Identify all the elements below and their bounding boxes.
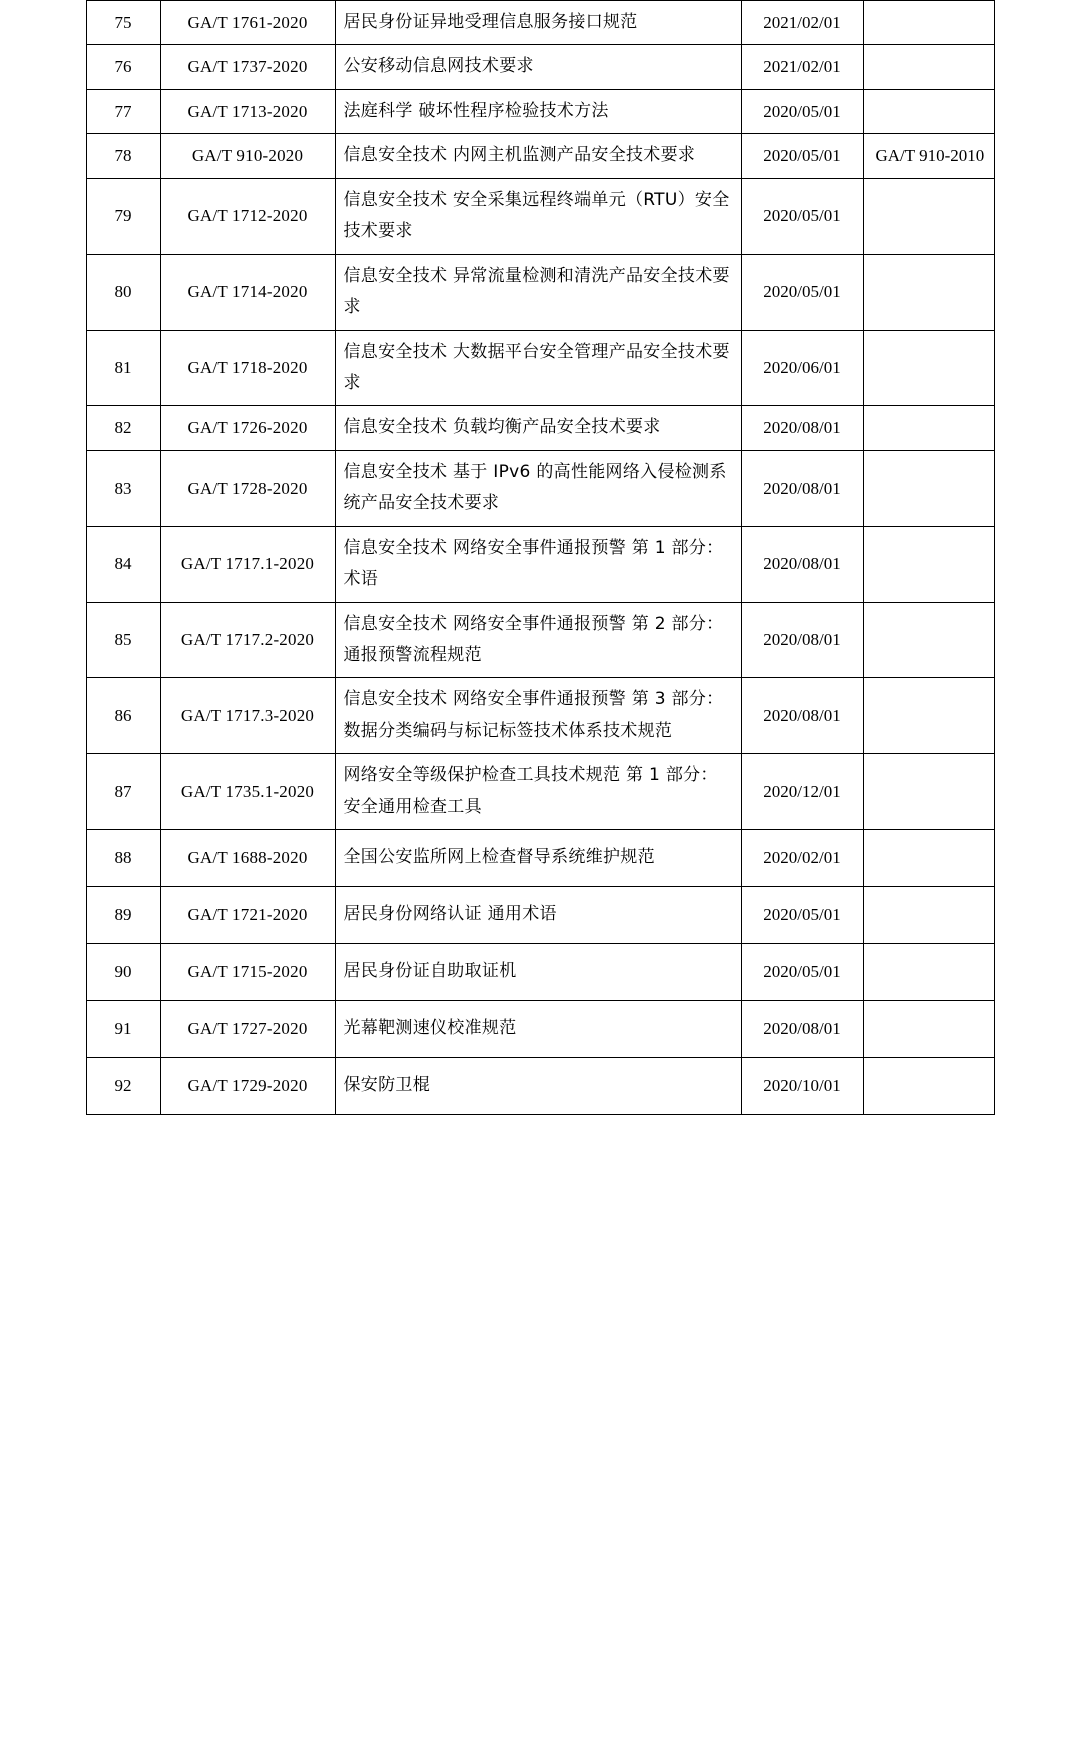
table-row	[86, 754, 994, 830]
cell-standard-code: GA/T 1727-2020	[160, 1001, 335, 1058]
cell-replaced-standard	[863, 1, 994, 45]
cell-effective-date: 2020/05/01	[741, 89, 863, 133]
cell-serial-number: 78	[86, 134, 160, 178]
cell-effective-date: 2020/08/01	[741, 406, 863, 450]
cell-serial-number: 89	[86, 887, 160, 944]
cell-serial-number: 79	[86, 178, 160, 254]
cell-replaced-standard	[863, 178, 994, 254]
cell-standard-name: 居民身份证异地受理信息服务接口规范	[335, 1, 741, 45]
table-row	[86, 1001, 994, 1058]
cell-replaced-standard	[863, 526, 994, 602]
cell-standard-name: 信息安全技术 基于 IPv6 的高性能网络入侵检测系统产品安全技术要求	[335, 450, 741, 526]
table-row	[86, 178, 994, 254]
cell-effective-date: 2020/05/01	[741, 178, 863, 254]
table-row	[86, 134, 994, 178]
cell-effective-date: 2020/08/01	[741, 678, 863, 754]
cell-effective-date: 2020/10/01	[741, 1058, 863, 1115]
cell-replaced-standard	[863, 678, 994, 754]
standards-table	[86, 0, 995, 1115]
cell-serial-number: 76	[86, 45, 160, 89]
cell-effective-date: 2020/12/01	[741, 754, 863, 830]
cell-standard-name: 全国公安监所网上检查督导系统维护规范	[335, 830, 741, 887]
cell-effective-date: 2020/08/01	[741, 1001, 863, 1058]
cell-replaced-standard	[863, 1001, 994, 1058]
cell-standard-name: 信息安全技术 网络安全事件通报预警 第 2 部分：通报预警流程规范	[335, 602, 741, 678]
cell-serial-number: 77	[86, 89, 160, 133]
cell-standard-name: 网络安全等级保护检查工具技术规范 第 1 部分：安全通用检查工具	[335, 754, 741, 830]
table-row	[86, 887, 994, 944]
table-row	[86, 45, 994, 89]
cell-replaced-standard	[863, 830, 994, 887]
cell-standard-code: GA/T 1718-2020	[160, 330, 335, 406]
replaced-standard-text: GA/T 910-2010	[875, 146, 985, 166]
cell-serial-number: 83	[86, 450, 160, 526]
cell-replaced-standard	[863, 330, 994, 406]
cell-replaced-standard	[863, 254, 994, 330]
table-row	[86, 1058, 994, 1115]
cell-replaced-standard	[863, 89, 994, 133]
cell-serial-number: 75	[86, 1, 160, 45]
cell-standard-name: 信息安全技术 大数据平台安全管理产品安全技术要求	[335, 330, 741, 406]
cell-standard-name: 保安防卫棍	[335, 1058, 741, 1115]
cell-standard-name: 信息安全技术 负载均衡产品安全技术要求	[335, 406, 741, 450]
cell-effective-date: 2020/05/01	[741, 887, 863, 944]
cell-standard-code: GA/T 1717.1-2020	[160, 526, 335, 602]
cell-standard-name: 信息安全技术 网络安全事件通报预警 第 3 部分：数据分类编码与标记标签技术体系技术规范	[335, 678, 741, 754]
cell-serial-number: 80	[86, 254, 160, 330]
cell-standard-code: GA/T 1735.1-2020	[160, 754, 335, 830]
cell-standard-name: 信息安全技术 安全采集远程终端单元（RTU）安全技术要求	[335, 178, 741, 254]
cell-serial-number: 88	[86, 830, 160, 887]
cell-standard-code: GA/T 1728-2020	[160, 450, 335, 526]
table-row	[86, 254, 994, 330]
table-row	[86, 944, 994, 1001]
cell-serial-number: 81	[86, 330, 160, 406]
cell-effective-date: 2020/05/01	[741, 254, 863, 330]
table-row	[86, 89, 994, 133]
cell-standard-code: GA/T 1715-2020	[160, 944, 335, 1001]
cell-serial-number: 85	[86, 602, 160, 678]
cell-replaced-standard	[863, 406, 994, 450]
cell-serial-number: 86	[86, 678, 160, 754]
cell-standard-name: 信息安全技术 异常流量检测和清洗产品安全技术要求	[335, 254, 741, 330]
cell-replaced-standard	[863, 450, 994, 526]
cell-effective-date: 2020/06/01	[741, 330, 863, 406]
cell-serial-number: 84	[86, 526, 160, 602]
cell-standard-name: 信息安全技术 内网主机监测产品安全技术要求	[335, 134, 741, 178]
cell-standard-code: GA/T 1737-2020	[160, 45, 335, 89]
table-row	[86, 830, 994, 887]
cell-serial-number: 91	[86, 1001, 160, 1058]
cell-standard-name: 居民身份证自助取证机	[335, 944, 741, 1001]
cell-effective-date: 2020/05/01	[741, 944, 863, 1001]
table-row	[86, 678, 994, 754]
cell-serial-number: 90	[86, 944, 160, 1001]
table-row	[86, 450, 994, 526]
table-row	[86, 602, 994, 678]
cell-standard-name: 公安移动信息网技术要求	[335, 45, 741, 89]
cell-replaced-standard	[863, 1058, 994, 1115]
table-row	[86, 330, 994, 406]
cell-standard-code: GA/T 1714-2020	[160, 254, 335, 330]
cell-effective-date: 2020/08/01	[741, 450, 863, 526]
cell-standard-code: GA/T 1717.2-2020	[160, 602, 335, 678]
cell-effective-date: 2020/02/01	[741, 830, 863, 887]
cell-serial-number: 92	[86, 1058, 160, 1115]
cell-standard-code: GA/T 1729-2020	[160, 1058, 335, 1115]
cell-replaced-standard	[863, 45, 994, 89]
cell-effective-date: 2020/05/01	[741, 134, 863, 178]
cell-standard-code: GA/T 1717.3-2020	[160, 678, 335, 754]
cell-serial-number: 87	[86, 754, 160, 830]
cell-standard-code: GA/T 1712-2020	[160, 178, 335, 254]
cell-replaced-standard	[863, 887, 994, 944]
cell-standard-name: 光幕靶测速仪校准规范	[335, 1001, 741, 1058]
cell-standard-code: GA/T 910-2020	[160, 134, 335, 178]
standards-table-body	[86, 1, 994, 1115]
cell-replaced-standard	[863, 602, 994, 678]
cell-replaced-standard	[863, 944, 994, 1001]
table-row	[86, 526, 994, 602]
cell-replaced-standard	[863, 754, 994, 830]
cell-standard-code: GA/T 1721-2020	[160, 887, 335, 944]
cell-standard-code: GA/T 1726-2020	[160, 406, 335, 450]
cell-effective-date: 2021/02/01	[741, 45, 863, 89]
cell-effective-date: 2020/08/01	[741, 602, 863, 678]
cell-standard-name: 法庭科学 破坏性程序检验技术方法	[335, 89, 741, 133]
cell-effective-date: 2021/02/01	[741, 1, 863, 45]
cell-standard-code: GA/T 1688-2020	[160, 830, 335, 887]
cell-standard-name: 信息安全技术 网络安全事件通报预警 第 1 部分：术语	[335, 526, 741, 602]
cell-replaced-standard	[863, 134, 994, 178]
cell-standard-name: 居民身份网络认证 通用术语	[335, 887, 741, 944]
cell-effective-date: 2020/08/01	[741, 526, 863, 602]
cell-standard-code: GA/T 1761-2020	[160, 1, 335, 45]
cell-serial-number: 82	[86, 406, 160, 450]
table-row	[86, 406, 994, 450]
cell-standard-code: GA/T 1713-2020	[160, 89, 335, 133]
table-row	[86, 1, 994, 45]
